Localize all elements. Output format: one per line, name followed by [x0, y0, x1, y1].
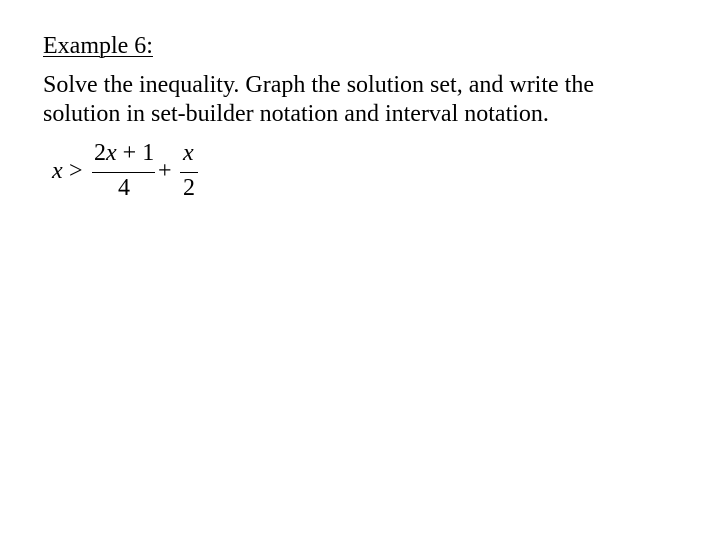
plus-sign: +: [158, 158, 172, 184]
lhs-variable: x: [52, 158, 63, 184]
fraction-1-denominator: 4: [118, 175, 130, 201]
fraction-1-constant-term: + 1: [116, 140, 155, 166]
fraction-2-denominator: 2: [183, 175, 195, 201]
problem-statement: [43, 71, 683, 129]
fraction-1-variable: x: [106, 140, 117, 166]
fraction-1-numerator: [94, 140, 154, 167]
fraction-1-bar: [92, 172, 155, 173]
fraction-1-coefficient: 2: [94, 140, 106, 166]
inequality-expression: [52, 140, 212, 204]
greater-than-sign: >: [69, 158, 83, 184]
fraction-2-numerator: x: [183, 140, 194, 166]
problem-statement-line-1: Solve the inequality. Graph the solution set, and write the: [43, 72, 594, 98]
fraction-2-bar: [180, 172, 198, 173]
example-heading: Example 6:: [43, 33, 153, 59]
problem-statement-line-2: solution in set-builder notation and interval notation.: [43, 101, 549, 127]
